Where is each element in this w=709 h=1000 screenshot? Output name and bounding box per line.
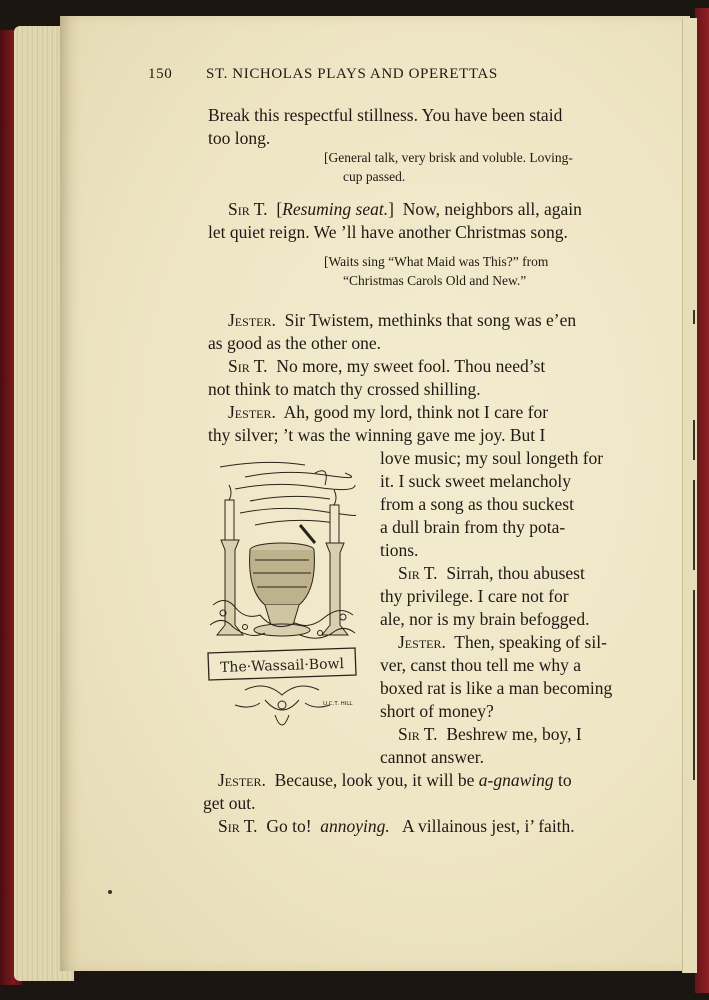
right-candle [330,505,339,543]
ladle [300,525,315,543]
margin-mark [693,310,695,324]
steam-line [250,496,330,501]
speaker-jester: Jester. [218,770,266,790]
line: thy silver; ’t was the winning gave me joy. But I [208,425,546,445]
line: Jester. Sir Twistem, methinks that song was e’en [228,310,577,330]
speaker-jester: Jester. [398,632,446,652]
line: Sir T. No more, my sweet fool. Thou need’st [228,356,546,376]
line: ver, canst thou tell me why a [380,655,581,675]
left-candle [225,500,234,540]
foliage-leaf [318,631,323,636]
line: get out. [203,793,256,813]
stage-direction: [General talk, very brisk and voluble. Loving- [324,150,573,165]
line: Jester. Then, speaking of sil- [398,632,607,652]
line: too long. [208,128,271,148]
steam-line [245,472,352,477]
steam-line [220,462,305,467]
ink-dot [108,890,112,894]
stage-direction: cup passed. [343,169,406,184]
line: let quiet reign. We ’ll have another Christmas song. [208,222,568,242]
page-number: 150 [148,66,173,82]
bowl-stem [265,605,299,625]
right-candlestick [322,543,348,635]
right-flame [334,490,336,505]
margin-mark [693,480,695,570]
line: thy privilege. I care not for [380,586,569,606]
speaker-sir-t: Sir T. [398,724,438,744]
line: Sir T. [Resuming seat.] Now, neighbors all, again [228,199,582,219]
line: ale, nor is my brain befogged. [380,609,590,629]
margin-mark [693,420,695,460]
book-cover-right [695,8,709,993]
speaker-sir-t: Sir T. [228,199,268,219]
artist-signature: U.C.T. HILL [323,701,353,707]
line: boxed rat is like a man becoming [380,678,613,698]
line: love music; my soul longeth for [380,448,604,468]
line: Jester. Ah, good my lord, think not I care for [228,402,549,422]
line: Sir T. Go to! annoying. A villainous jest, i’ faith. [218,816,575,836]
foliage-leaf [340,614,346,620]
line: Sir T. Sirrah, thou abusest [398,563,585,583]
line: from a song as thou suckest [380,494,574,514]
line: not think to match thy crossed shilling. [208,379,481,399]
line: a dull brain from thy pota- [380,517,566,537]
stage-direction: “Christmas Carols Old and New.” [343,273,527,288]
speaker-sir-t: Sir T. [218,816,258,836]
banner-text: The·Wassail·Bowl [219,656,345,676]
book-title: ST. NICHOLAS PLAYS AND OPERETTAS [206,66,498,82]
left-flame [229,485,231,500]
line: tions. [380,540,419,560]
scroll-ornament [235,686,330,725]
line: Break this respectful stillness. You have been staid [208,105,563,125]
steam-line [315,471,326,485]
speaker-jester: Jester. [228,402,276,422]
steam-line [255,520,335,525]
line: Jester. Because, look you, it will be a-gnawing to [218,770,572,790]
speaker-sir-t: Sir T. [228,356,268,376]
speaker-jester: Jester. [228,310,276,330]
line: as good as the other one. [208,333,382,353]
line: short of money? [380,701,494,721]
speaker-sir-t: Sir T. [398,563,438,583]
line: Sir T. Beshrew me, boy, I [398,724,582,744]
stage-direction: [Waits sing “What Maid was This?” from [324,254,549,269]
bowl-body [250,550,315,605]
foliage-leaf [243,625,248,630]
line: it. I suck sweet melancholy [380,471,571,491]
scroll-ornament-center [278,701,286,709]
line: cannot answer. [380,747,484,767]
margin-mark [693,590,695,780]
steam-line [235,484,355,489]
wassail-bowl-illustration [205,455,360,750]
